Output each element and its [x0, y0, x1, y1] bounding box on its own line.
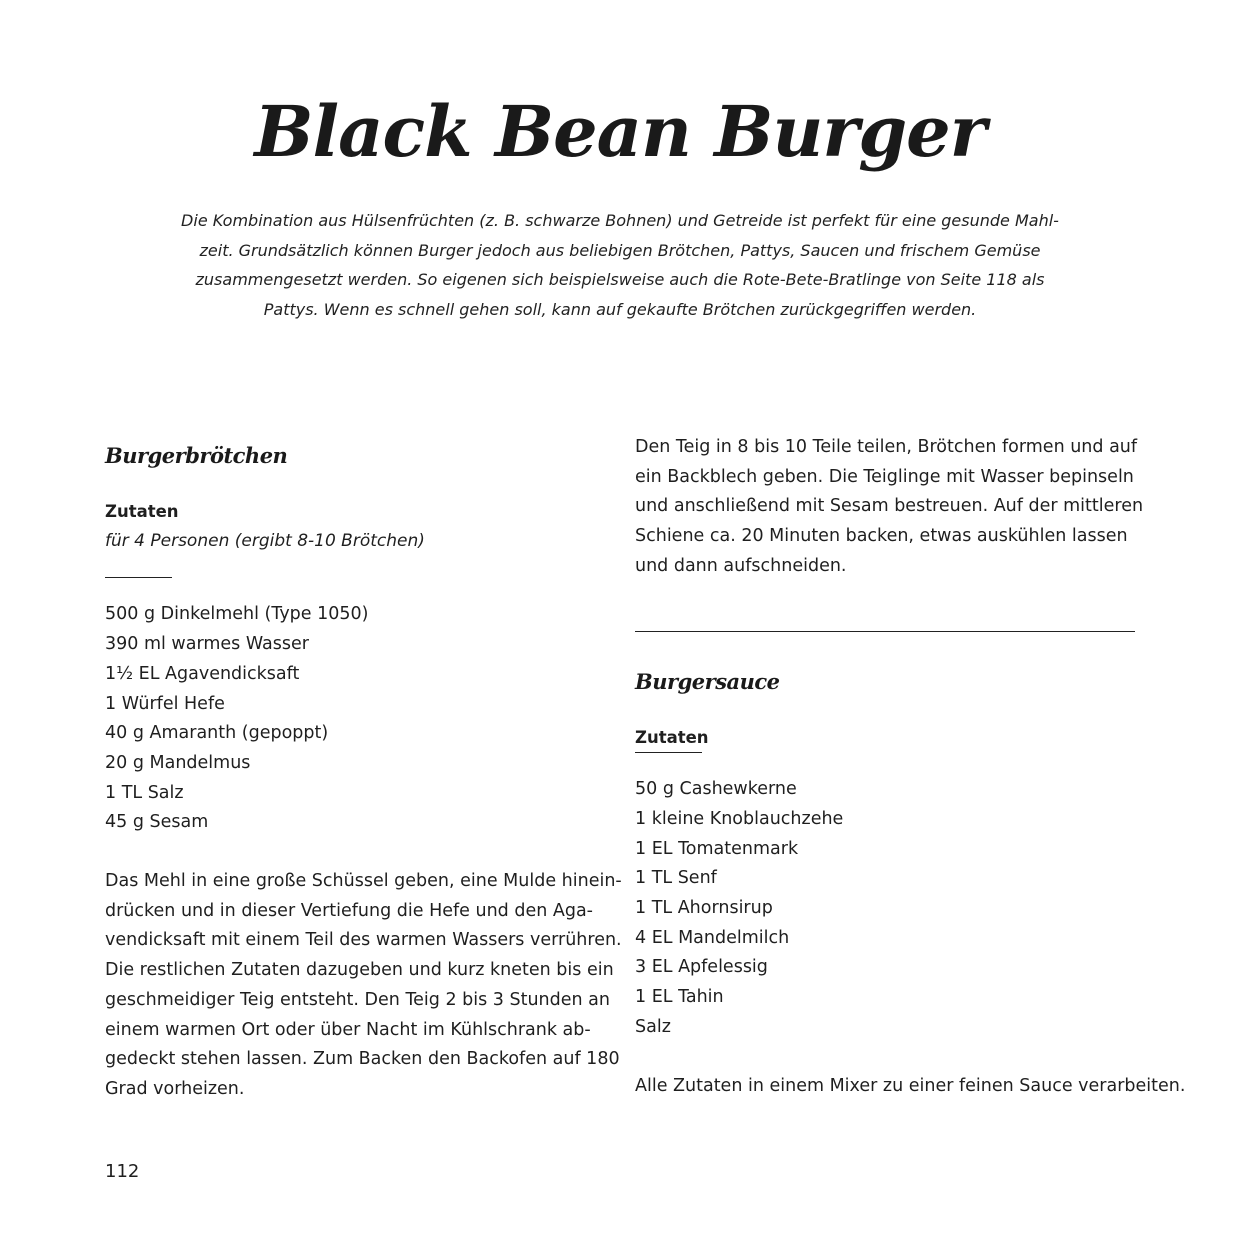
sauce-ingredients-label: Zutaten — [635, 727, 709, 747]
ingredient-item: 1½ EL Agavendicksaft — [105, 663, 300, 684]
ingredient-item: 1 EL Tomatenmark — [635, 838, 799, 859]
sauce-heading: Burgersauce — [635, 668, 780, 694]
method-line: Den Teig in 8 bis 10 Teile teilen, Brötchen formen und auf — [635, 437, 1138, 457]
page-number: 112 — [105, 1161, 140, 1182]
ingredient-item: 1 TL Senf — [635, 868, 717, 889]
left-column — [105, 436, 622, 1105]
ingredient-item: 1 Würfel Hefe — [105, 693, 225, 714]
method-line: einem warmen Ort oder über Nacht im Kühlschrank ab- — [105, 1019, 591, 1040]
buns-servings: für 4 Personen (ergibt 8-10 Brötchen) — [105, 530, 425, 551]
ingredient-item: 3 EL Apfelessig — [635, 957, 768, 978]
ingredient-item: 1 TL Ahornsirup — [635, 898, 773, 919]
method-line: Schiene ca. 20 Minuten backen, etwas auskühlen lassen — [635, 526, 1128, 547]
sauce-method: Alle Zutaten in einem Mixer zu einer feinen Sauce verarbeiten. — [635, 1075, 1186, 1096]
method-line: Das Mehl in eine große Schüssel geben, eine Mulde hinein- — [105, 871, 622, 892]
buns-method — [105, 867, 622, 1105]
ingredient-item: 1 TL Salz — [105, 782, 184, 803]
method-line: geschmeidiger Teig entsteht. Den Teig 2 bis 3 Stunden an — [105, 989, 610, 1010]
buns-ingredients-label: Zutaten — [105, 502, 179, 521]
intro-paragraph — [160, 206, 1080, 324]
page-title: Black Bean Burger — [254, 90, 986, 173]
method-line: gedeckt stehen lassen. Zum Backen den Backofen auf 180 — [105, 1049, 620, 1070]
intro-line: Pattys. Wenn es schnell gehen soll, kann auf gekaufte Brötchen zurückgegriffen werden. — [263, 299, 977, 319]
buns-ingredient-list — [105, 600, 605, 838]
intro-line: Die Kombination aus Hülsenfrüchten (z. B. schwarze Bohnen) und Getreide ist perfekt für eine gesunde Mahl- — [181, 211, 1059, 230]
intro-line: zusammengesetzt werden. So eigenen sich beispielsweise auch die Rote-Bete-Bratlinge von Seite 118 als — [195, 270, 1045, 289]
buns-heading: Burgerbrötchen — [105, 443, 288, 468]
right-column — [635, 433, 1186, 1101]
intro-line: zeit. Grundsätzlich können Burger jedoch aus beliebigen Brötchen, Pattys, Saucen und frischem Gemüse — [199, 240, 1041, 260]
ingredient-item: Salz — [635, 1016, 671, 1037]
ingredient-item: 20 g Mandelmus — [105, 752, 251, 773]
ingredient-item: 1 EL Tahin — [635, 987, 724, 1008]
method-line: Die restlichen Zutaten dazugeben und kurz kneten bis ein — [105, 960, 614, 981]
ingredient-item: 50 g Cashewkerne — [635, 779, 797, 800]
ingredient-item: 45 g Sesam — [105, 812, 209, 833]
method-line: vendicksaft mit einem Teil des warmen Wassers verrühren. — [105, 930, 622, 951]
method-line: Grad vorheizen. — [105, 1078, 245, 1099]
ingredient-item: 500 g Dinkelmehl (Type 1050) — [105, 604, 369, 625]
ingredient-item: 1 kleine Knoblauchzehe — [635, 808, 844, 829]
method-line: ein Backblech geben. Die Teiglinge mit Wasser bepinseln — [635, 466, 1134, 487]
ingredient-item: 4 EL Mandelmilch — [635, 927, 790, 948]
ingredient-item: 390 ml warmes Wasser — [105, 634, 309, 655]
method-line: und anschließend mit Sesam bestreuen. Auf der mittleren — [635, 496, 1144, 517]
method-line: drücken und in dieser Vertiefung die Hefe und den Aga- — [105, 900, 593, 921]
sauce-ingredient-list — [635, 775, 1140, 1042]
method-line: und dann aufschneiden. — [635, 555, 847, 576]
buns-method-continued — [635, 433, 1144, 582]
ingredient-item: 40 g Amaranth (gepoppt) — [105, 723, 329, 744]
